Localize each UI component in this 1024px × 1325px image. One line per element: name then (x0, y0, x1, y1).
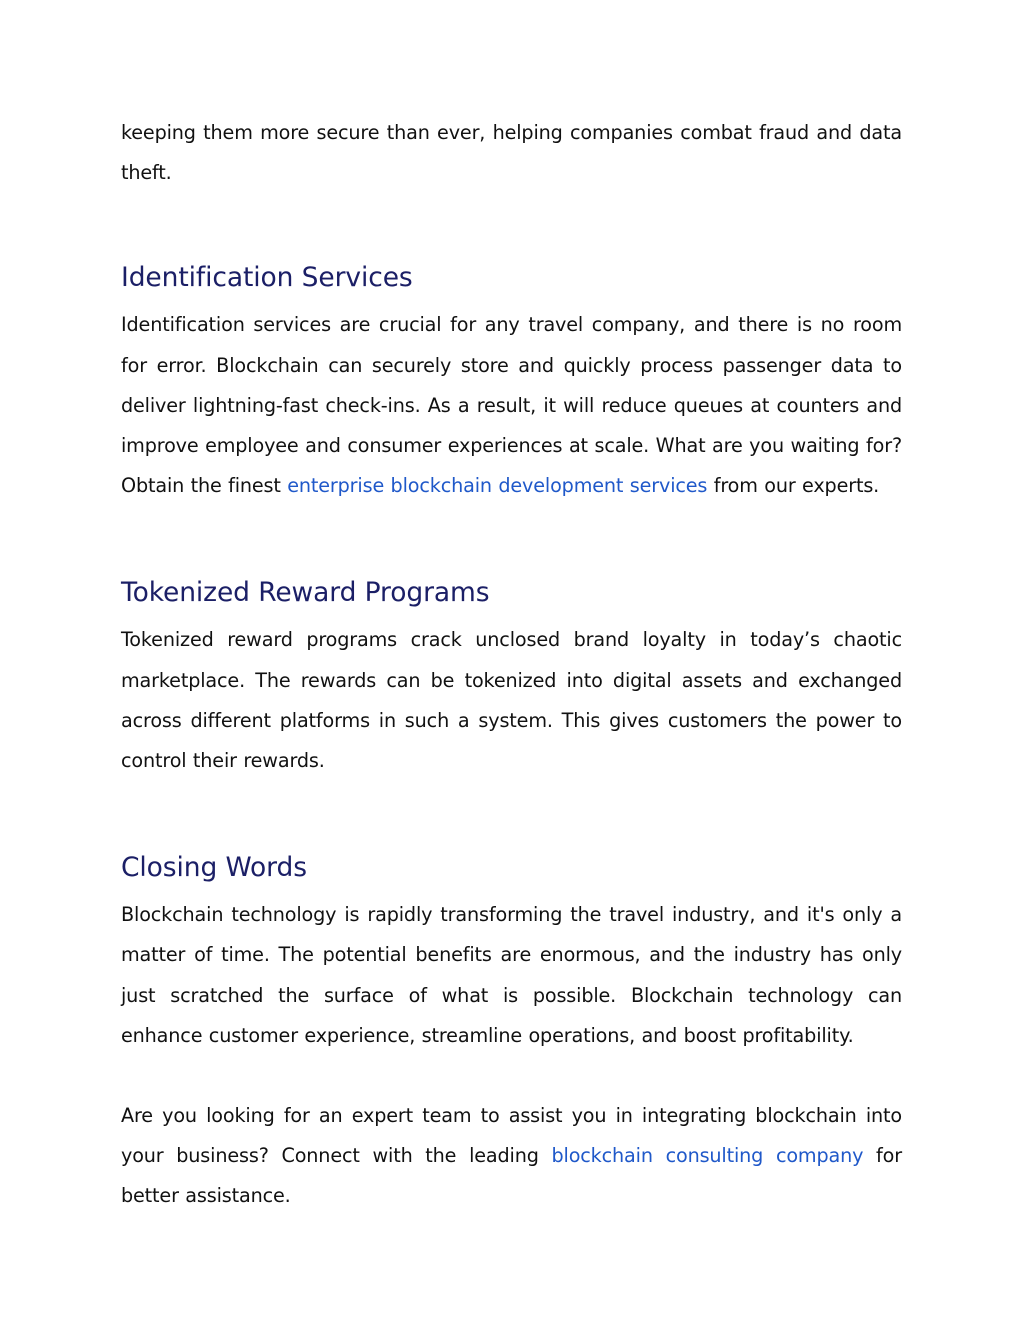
final-text-after: for better assistance. (121, 1144, 902, 1208)
section-heading-closing-words: Closing Words (121, 852, 307, 884)
identification-text-before: Identification services are crucial for any travel company, and there is no room for error. Blockchain can securely store and quickly process passenger data to deliver lightning-fast check-ins. As a result, it will reduce queues at counters and improve employee and consumer experiences at scale. What are you waiting for? Obtain the finest (121, 313, 902, 498)
section-heading-tokenized-reward-programs: Tokenized Reward Programs (121, 577, 490, 609)
identification-paragraph (121, 305, 902, 506)
final-text-before: Are you looking for an expert team to assist you in integrating blockchain into your business? Connect with the leading (121, 1104, 902, 1168)
blockchain-consulting-company-link[interactable]: blockchain consulting company (551, 1144, 864, 1168)
intro-paragraph: keeping them more secure than ever, helping companies combat fraud and data theft. (121, 121, 902, 185)
section-heading-identification-services: Identification Services (121, 262, 413, 294)
final-paragraph (121, 1096, 902, 1217)
enterprise-blockchain-development-link[interactable]: enterprise blockchain development services (287, 474, 708, 498)
closing-paragraph: Blockchain technology is rapidly transforming the travel industry, and it's only a matter of time. The potential benefits are enormous, and the industry has only just scratched the surface of what is possible. Blockchain technology can enhance customer experience, streamline operations, and boost profitability. (121, 903, 902, 1047)
document-page (121, 113, 902, 1217)
identification-text-after: from our experts. (707, 474, 880, 498)
tokenized-paragraph: Tokenized reward programs crack unclosed brand loyalty in today’s chaotic marketplace. The rewards can be tokenized into digital assets and exchanged across different platforms in such a system. This gives customers the power to control their rewards. (121, 628, 902, 773)
